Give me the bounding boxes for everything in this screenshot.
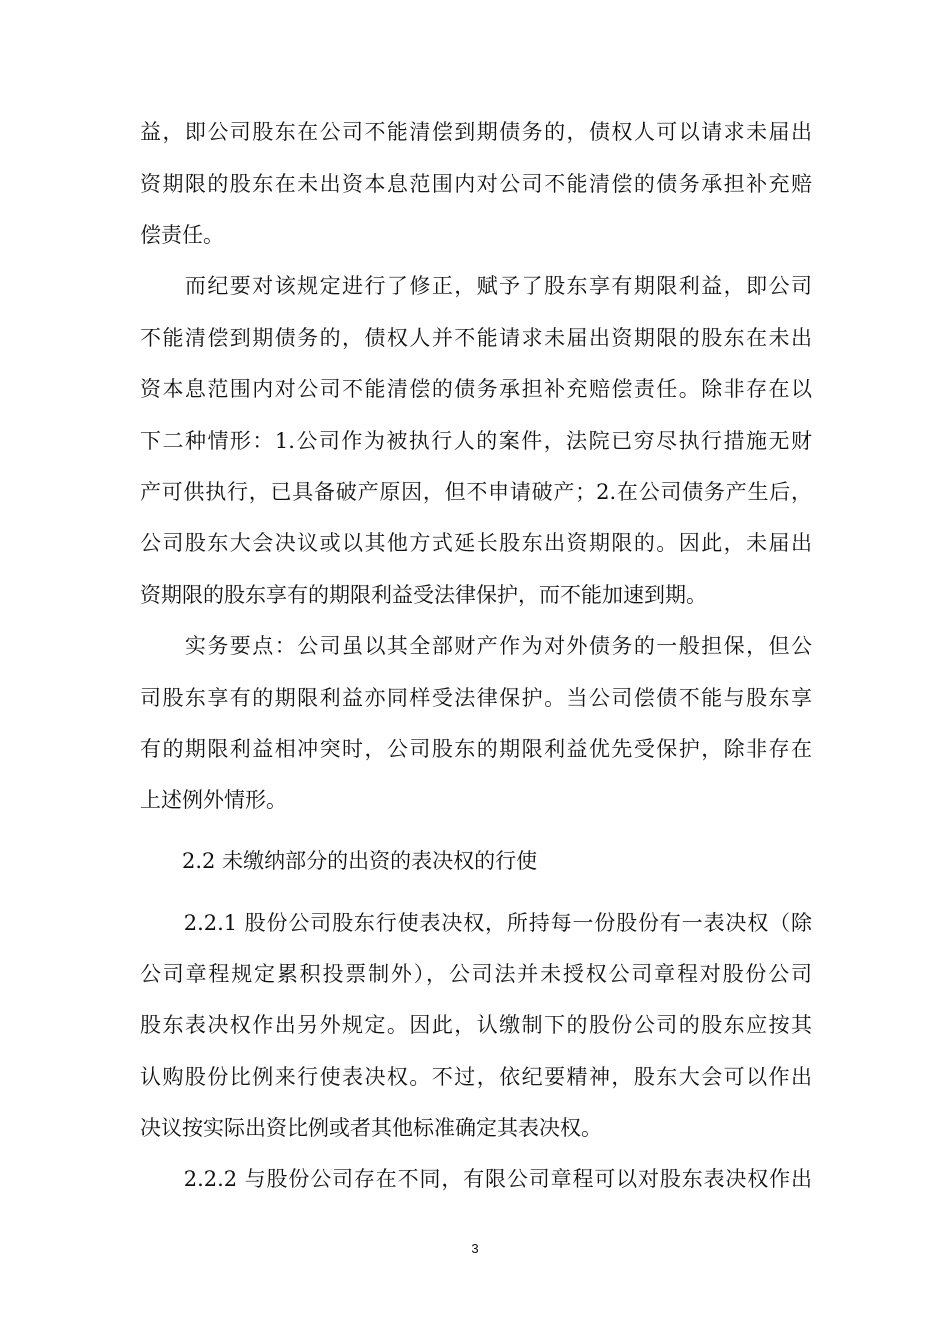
text-line: 下二种情形：1.公司作为被执行人的案件，法院已穷尽执行措施无财	[140, 429, 812, 453]
text-line: 产可供执行，已具备破产原因，但不申请破产；2.在公司债务产生后，	[140, 480, 812, 504]
text-line: 而纪要对该规定进行了修正，赋予了股东享有期限利益，即公司	[140, 274, 812, 298]
text-line: 益，即公司股东在公司不能清偿到期债务的，债权人可以请求未届出	[140, 120, 812, 144]
text-line: 资期限的股东享有的期限利益受法律保护，而不能加速到期。	[140, 583, 707, 607]
text-line: 公司股东大会决议或以其他方式延长股东出资期限的。因此，未届出	[140, 531, 812, 555]
text-line: 2.2.1 股份公司股东行使表决权，所持每一份股份有一表决权（除	[140, 911, 812, 935]
text-line: 不能清偿到期债务的，债权人并不能请求未届出资期限的股东在未出	[140, 326, 812, 350]
text-line: 上述例外情形。	[140, 788, 287, 812]
text-line: 决议按实际出资比例或者其他标准确定其表决权。	[140, 1116, 602, 1140]
text-line: 认购股份比例来行使表决权。不过，依纪要精神，股东大会可以作出	[140, 1065, 812, 1089]
text-line: 资期限的股东在未出资本息范围内对公司不能清偿的债务承担补充赔	[140, 172, 812, 196]
text-line: 股东表决权作出另外规定。因此，认缴制下的股份公司的股东应按其	[140, 1013, 812, 1037]
text-line: 司股东享有的期限利益亦同样受法律保护。当公司偿债不能与股东享	[140, 686, 812, 710]
section-heading: 2.2 未缴纳部分的出资的表决权的行使	[140, 849, 538, 873]
page-number: 3	[471, 1241, 479, 1256]
text-line: 偿责任。	[140, 223, 224, 247]
text-line: 2.2.2 与股份公司存在不同，有限公司章程可以对股东表决权作出	[140, 1167, 812, 1191]
text-line: 资本息范围内对公司不能清偿的债务承担补充赔偿责任。除非存在以	[140, 377, 812, 401]
text-line: 实务要点：公司虽以其全部财产作为对外债务的一般担保，但公	[140, 634, 812, 658]
text-line: 公司章程规定累积投票制外），公司法并未授权公司章程对股份公司	[140, 962, 812, 986]
text-line: 有的期限利益相冲突时，公司股东的期限利益优先受保护，除非存在	[140, 737, 812, 761]
